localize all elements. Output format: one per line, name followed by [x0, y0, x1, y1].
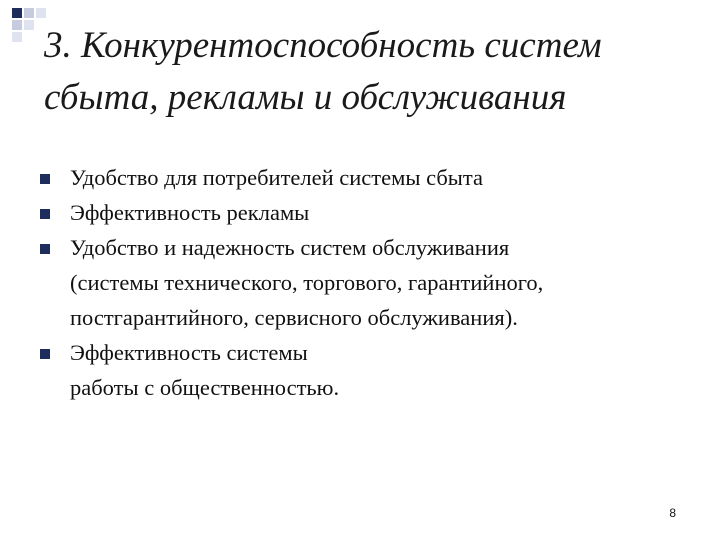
page-number: 8 [669, 506, 676, 520]
decor-square [24, 8, 34, 18]
slide-title: 3. Конкурентоспособность систем сбыта, рекламы и обслуживания [44, 25, 602, 118]
bullet-item [40, 335, 680, 405]
bullet-text: постгарантийного, сервисного обслуживания). [70, 305, 518, 330]
decor-square [12, 20, 22, 30]
bullet-item [40, 160, 680, 195]
bullet-text: Эффективность системы [70, 340, 308, 365]
bullet-text: Удобство и надежность систем обслуживания [70, 235, 510, 260]
bullet-text: Эффективность рекламы [70, 200, 310, 225]
square-bullet-icon [40, 209, 50, 219]
decor-square [36, 8, 46, 18]
square-bullet-icon [40, 174, 50, 184]
square-bullet-icon [40, 349, 50, 359]
decor-square [24, 20, 34, 30]
square-bullet-icon [40, 244, 50, 254]
bullet-text: (системы технического, торгового, гарантийного, [70, 270, 544, 295]
bullet-list [40, 160, 680, 405]
bullet-item [40, 195, 680, 230]
decor-square [12, 8, 22, 18]
bullet-text: работы с общественностью. [70, 375, 340, 400]
bullet-item [40, 230, 680, 335]
decor-square [12, 32, 22, 42]
bullet-text: Удобство для потребителей системы сбыта [70, 165, 483, 190]
